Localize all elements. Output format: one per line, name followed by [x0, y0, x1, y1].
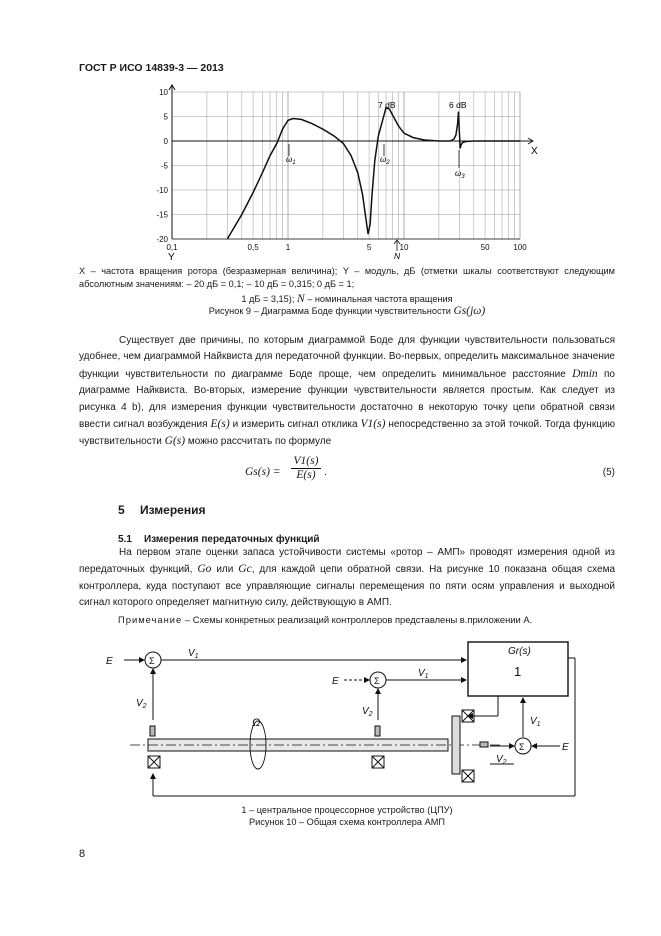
label-e-right: E: [562, 742, 569, 753]
sum-symbol-middle: Σ: [374, 676, 380, 686]
y-tick-labels: [156, 88, 168, 244]
x-axis-letter: X: [531, 146, 538, 157]
n-label: N: [394, 251, 401, 261]
math-gs: G(s): [164, 435, 186, 448]
y-tick-label: 0: [163, 137, 168, 146]
omega2-subscript: 2: [386, 160, 390, 166]
x-tick-label: 1: [285, 243, 291, 252]
y-axis-letter: Y: [168, 252, 175, 263]
formula-end: .: [324, 467, 327, 478]
sum-symbol-left: Σ: [149, 656, 155, 666]
chart-grid: [172, 92, 520, 239]
legend-db-value: 1 дБ = 3,15);: [241, 294, 295, 304]
figure9-legend-line1: X – частота вращения ротора (безразмерная величина); Y – модуль, дБ (отметки шкалы соответствуют следующим абсолютным значениям: – 20 дБ = 0,1; – 10 дБ = 0,315; 0 дБ = 1;: [79, 266, 615, 289]
bearing-middle-cross: [372, 756, 384, 768]
formula-denominator: E(s): [296, 469, 316, 481]
figure9-caption-math: Gs(jω): [453, 305, 486, 317]
sensitivity-curve: [227, 108, 520, 239]
x-tick-label: 0,5: [247, 243, 259, 252]
label-v1-top: $V_1$: [188, 648, 199, 660]
y-tick-label: -10: [156, 186, 168, 195]
figure9-caption-text: Рисунок 9 – Диаграмма Боде функции чувствительности: [208, 306, 451, 316]
figure10-legend: 1 – центральное процессорное устройство (ЦПУ): [241, 805, 453, 815]
label-omega: Ω: [252, 717, 261, 729]
sensor-middle: [375, 726, 380, 736]
formula-lhs: Gs(s) =: [245, 466, 281, 478]
cpu-transfer-function: Gr(s): [508, 646, 531, 657]
figure9-caption: [79, 305, 615, 318]
chart-axes: [169, 85, 533, 239]
label-v2-right: $V_2$: [496, 754, 507, 766]
sensor-left: [150, 726, 155, 736]
formula-fraction: [291, 455, 321, 481]
bearing-bottom-right-cross: [462, 770, 474, 782]
y-tick-label: 5: [163, 112, 168, 122]
paragraph-sensitivity: Существует две причины, по которым диаграммой Боде для функции чувствительности пользоваться удобнее, чем диаграммой Найквиста для передаточной функции. Во-первых, определить максимальное значение функции чувствительности по диаграмме Боде проще, чем определить минимальное расстояние Dmin по диаграмме Найквиста. Во-вторых, измерение функции чувствительности является простым. Как следует из рисунка 4 b), для измерения функции чувствительности достаточно в некоторую точку цепи обратной связи ввести сигнал возбуждения E(s) и измерить сигнал отклика V1(s) непосредственно за этой точкой. Тогда функцию чувствительности G(s) можно рассчитать по формуле: [79, 335, 616, 448]
math-go: Go: [197, 563, 212, 576]
x-tick-label: 50: [480, 243, 490, 252]
paragraph-measurements: На первом этапе оценки запаса устойчивости системы «ротор – АМП» проводят измерения одной из передаточных функций, Go или Gc, для каждой цепи обратной связи. На рисунке 10 показана общая схема контроллера, куда поступают все управляющие сигналы перемещения по пяти осям управления и выходной сигнал которого определяет магнитную силу, действующую в АМП.: [79, 547, 616, 609]
label-v2-middle: $V_2$: [362, 706, 373, 718]
rotor-disk: [452, 716, 460, 774]
x-tick-label: 5: [366, 243, 372, 252]
section-5-1-heading: 5.1 Измерения передаточных функций: [118, 534, 320, 545]
label-e-left: E: [106, 656, 113, 667]
omega2-label: [380, 155, 390, 166]
formula-numerator: V1(s): [291, 455, 321, 469]
x-tick-label: 0,1: [166, 243, 178, 252]
sensor-right: [480, 742, 488, 747]
label-v1-middle: $V_1$: [418, 668, 429, 680]
y-tick-label: -15: [156, 210, 168, 220]
note: [118, 614, 532, 625]
figure9-legend: [79, 265, 615, 306]
bearing-left-cross: [148, 756, 160, 768]
label-v1-right: $V_1$: [530, 716, 541, 728]
y-tick-label: -20: [156, 235, 168, 244]
x-tick-label: 10: [399, 243, 409, 252]
math-gc: Gc: [238, 563, 252, 576]
document-header: ГОСТ Р ИСО 14839-3 — 2013: [79, 62, 224, 74]
math-v1s: V1(s): [360, 418, 386, 431]
page-number: 8: [79, 848, 86, 860]
omega2-symbol: ω: [380, 155, 387, 164]
x-tick-labels: [166, 243, 527, 252]
y-tick-label: -5: [160, 161, 168, 171]
note-text: – Схемы конкретных реализаций контроллеров представлены в.приложении А.: [184, 614, 533, 625]
figure10-caption: Рисунок 10 – Общая схема контроллера АМП: [249, 817, 445, 827]
omega3-label: [455, 169, 465, 180]
math-es: E(s): [210, 418, 230, 431]
formula-5: [245, 455, 615, 491]
omega3-subscript: 3: [461, 174, 465, 180]
math-dmin: Dmin: [572, 367, 598, 380]
formula-number: (5): [602, 467, 615, 478]
controller-schematic: [100, 638, 580, 803]
legend-n-symbol: N: [296, 293, 305, 305]
annotation-6db: 6 dB: [449, 100, 467, 110]
omega1-subscript: 1: [292, 160, 296, 166]
label-e-middle: E: [332, 676, 339, 687]
omega1-label: [286, 155, 296, 166]
label-v2-left: $V_2$: [136, 698, 147, 710]
bode-plot-figure: [150, 84, 550, 264]
sum-symbol-right: Σ: [519, 742, 525, 752]
cpu-number: 1: [514, 664, 522, 679]
annotation-7db: 7 dB: [378, 100, 396, 110]
omega3-symbol: ω: [455, 169, 462, 178]
note-label: Примечание: [118, 614, 183, 625]
x-tick-label: 100: [513, 243, 527, 252]
section-5-heading: 5 Измерения: [118, 503, 206, 517]
omega1-symbol: ω: [286, 155, 293, 164]
y-tick-label: 10: [159, 88, 168, 97]
legend-n-text: – номинальная частота вращения: [307, 294, 453, 304]
